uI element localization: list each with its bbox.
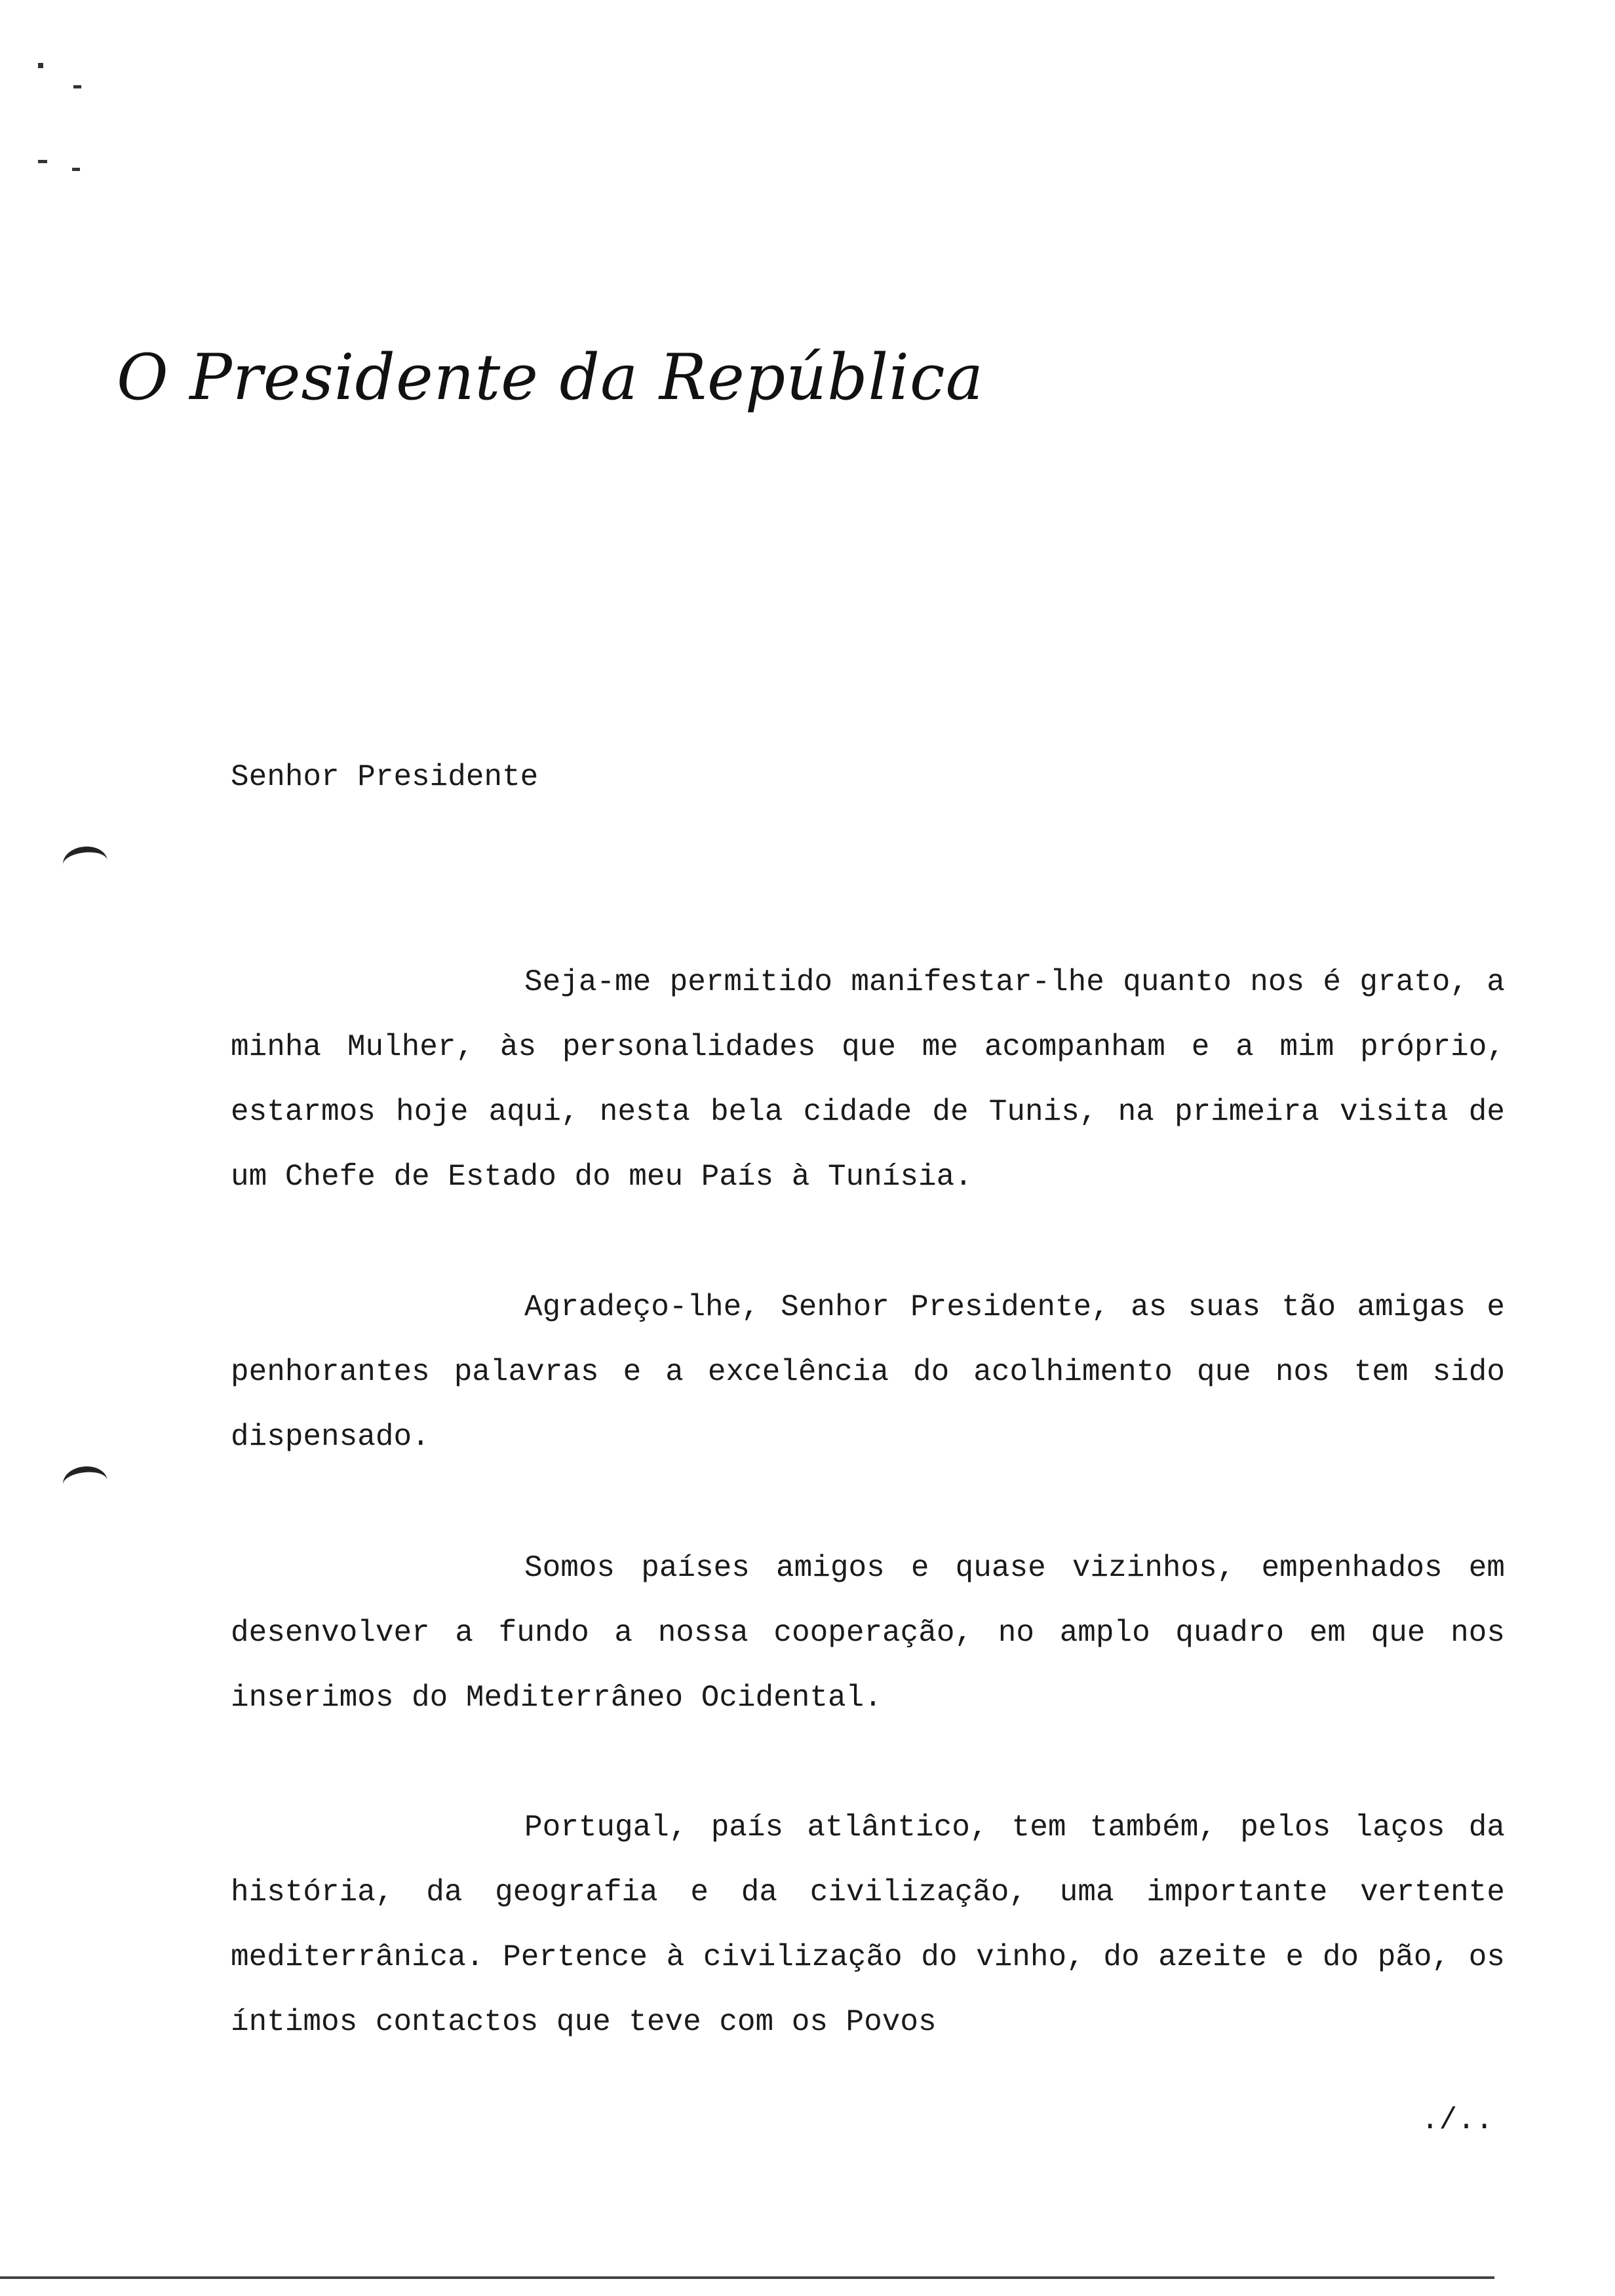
scan-speck <box>73 85 81 88</box>
continuation-mark: ./.. <box>1421 2103 1494 2137</box>
paragraph: Seja-me permitido manifestar-lhe quanto nos é grato, a minha Mulher, às personalidades que me acompanham e a mim próprio, estarmos hoje aqui, nesta bela cidade de Tunis, na primeira visita de um Chefe de Estado do meu País à Tunísia. <box>231 965 1505 1194</box>
paragraph: Somos países amigos e quase vizinhos, empenhados em desenvolver a fundo a nossa cooperação, no amplo quadro em que nos inserimos do Mediterrâneo Ocidental. <box>231 1551 1505 1715</box>
scan-speck <box>38 63 43 68</box>
page-bottom-edge <box>0 2276 1494 2279</box>
punch-hole-mark <box>62 845 109 881</box>
punch-hole-mark <box>62 1464 109 1501</box>
scan-speck <box>38 160 47 163</box>
paragraph: Portugal, país atlântico, tem também, pelos laços da história, da geografia e da civilização, uma importante vertente mediterrânica. Pertence à civilização do vinho, do azeite e do pão, os íntimos contactos que teve com os Povos <box>231 1810 1505 2039</box>
letterhead-title: O Presidente da República <box>117 341 984 414</box>
salutation: Senhor Presidente <box>231 760 539 794</box>
paragraph: Agradeço-lhe, Senhor Presidente, as suas tão amigas e penhorantes palavras e a excelência do acolhimento que nos tem sido dispensado. <box>231 1290 1505 1454</box>
scan-speck <box>72 168 80 171</box>
